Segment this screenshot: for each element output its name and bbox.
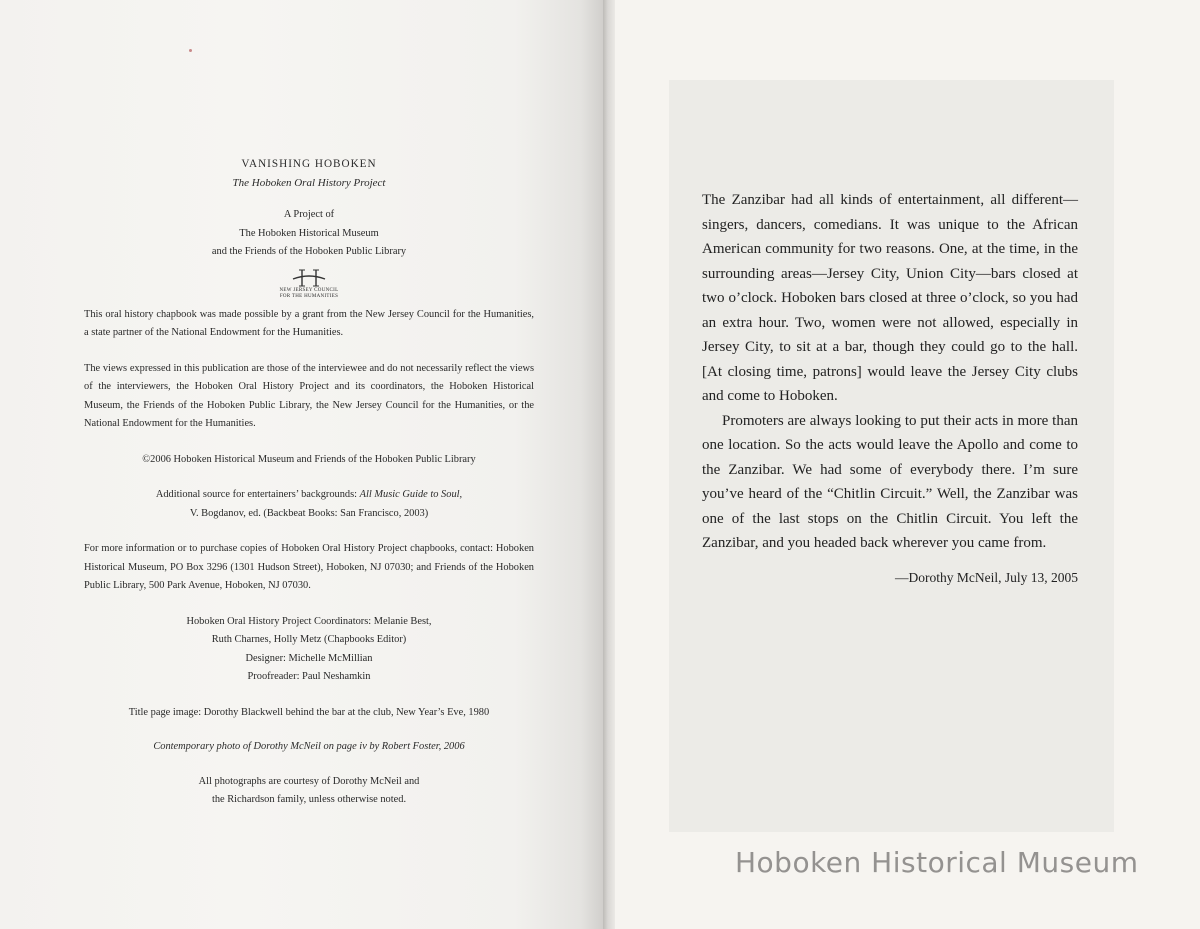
project-line-2: The Hoboken Historical Museum: [239, 227, 379, 239]
contact-text: For more information or to purchase copies of Hoboken Oral History Project chapbooks, contact: Hoboken Historical Museum, PO Box 3296 (1301 Hudson Street), Hoboken, NJ 07030; and Friends of the Hoboken Public Library, 500 Park Avenue, Hoboken, NJ 07030.: [84, 543, 534, 591]
credit-line-2: Ruth Charnes, Holly Metz (Chapbooks Editor): [211, 634, 407, 645]
source-details: V. Bogdanov, ed. (Backbeat Books: San Francisco, 2003): [189, 507, 429, 519]
grant-text: This oral history chapbook was made possible by a grant from the New Jersey Council for the Humanities, a state partner of the National Endowment for the Humanities.: [84, 308, 534, 338]
courtesy-line-2: the Richardson family, unless otherwise noted.: [211, 794, 407, 805]
oral-history-quote: [702, 188, 1078, 590]
colophon: [84, 150, 534, 810]
book-subtitle: The Hoboken Oral History Project: [232, 176, 386, 189]
logo-line-1: NEW JERSEY COUNCIL: [279, 287, 339, 293]
credit-line-4: Proofreader: Paul Neshamkin: [247, 671, 371, 682]
quote-paragraph-1: The Zanzibar had all kinds of entertainment, all different—singers, dancers, comedians. It was unique to the African American community for two reasons. One, at the time, in the surrounding areas—Jersey City, Union City—bars closed at two o’clock. Hoboken bars closed at three o’clock, so you had an extra hour. Two, women were not allowed, especially in Jersey City, to sit at a bar, though they could go to the hall. [At closing time, patrons] would leave the Jersey City clubs and come to Hoboken.: [702, 192, 1078, 404]
title-image-caption: Title page image: Dorothy Blackwell behind the bar at the club, New Year’s Eve, 1980: [128, 706, 490, 718]
quote-attribution: —Dorothy McNeil, July 13, 2005: [895, 569, 1078, 585]
copyright-text: ©2006 Hoboken Historical Museum and Friends of the Hoboken Public Library: [142, 453, 476, 465]
logo-line-2: FOR THE HUMANITIES: [279, 293, 339, 299]
project-line-1: A Project of: [283, 209, 335, 220]
book-title: VANISHING HOBOKEN: [241, 158, 377, 170]
courtesy-line-1: All photographs are courtesy of Dorothy McNeil and: [198, 775, 420, 787]
source-title: All Music Guide to Soul,: [359, 489, 463, 500]
photo-credit: Contemporary photo of Dorothy McNeil on page iv by Robert Foster, 2006: [153, 741, 465, 752]
new-jersey-council-logo-icon: [289, 268, 329, 288]
paper-speck: [189, 49, 192, 52]
credit-line-3: Designer: Michelle McMillian: [245, 652, 373, 664]
njch-logo: [249, 268, 369, 300]
museum-watermark: Hoboken Historical Museum: [735, 846, 1139, 879]
project-line-3: and the Friends of the Hoboken Public Library: [211, 246, 407, 257]
source-note: [84, 486, 534, 505]
disclaimer-text: The views expressed in this publication are those of the interviewee and do not necessarily reflect the views of the interviewers, the Hoboken Oral History Project and its coordinators, the Hoboken Historical Museum, the Friends of the Hoboken Public Library, the New Jersey Council for the Humanities, or the National Endowment for the Humanities.: [84, 362, 534, 429]
quote-paragraph-2: Promoters are always looking to put their acts in more than one location. So the acts would leave the Apollo and come to the Zanzibar. We had some of everybody there. I’m sure you’ve heard of the “Chitlin Circuit.” Well, the Zanzibar was one of the last stops on the Chitlin Circuit. You left the Zanzibar, and you headed back wherever you came from.: [702, 412, 1078, 551]
credit-line-1: Hoboken Oral History Project Coordinators: Melanie Best,: [186, 615, 432, 627]
source-prefix: Additional source for entertainers’ backgrounds:: [155, 489, 360, 500]
